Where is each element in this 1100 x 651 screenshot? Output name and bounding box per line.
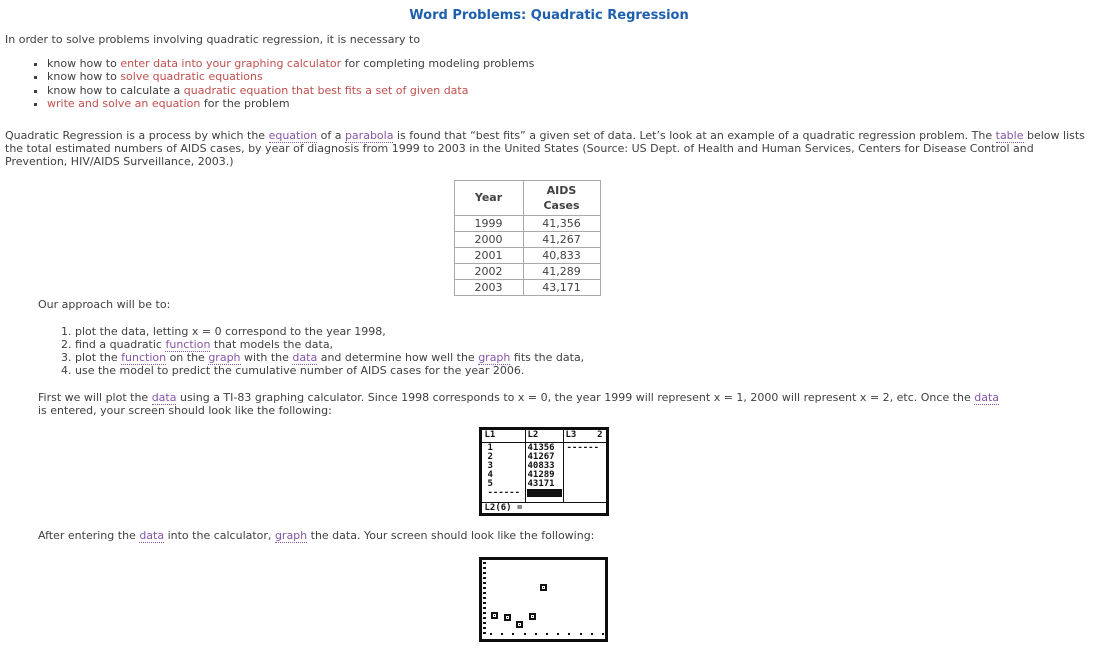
table-header-cell: AIDS Cases	[523, 180, 600, 215]
scroll-indicator: 2	[597, 430, 603, 441]
data-point-center	[494, 615, 495, 616]
y-axis-tick	[483, 632, 486, 634]
topic-link[interactable]: write and solve an equation	[47, 97, 201, 111]
overview-paragraph: Quadratic Regression is a process by which the equation of a parabola is found that “best fits” a given set of data. Let’s look at an example of a quadratic regression problem. The table below lists the total estimated numbers of AIDS cases, by year of diagnosis from 1999 to 2003 in the United States (Source: US Dept. of Health and Human Services, Centers for Disease Control and Prevention, HIV/AIDS Surveillance, 2003.)	[5, 128, 1085, 168]
ti83-scatter-plot-screenshot	[479, 557, 608, 642]
table-row	[454, 279, 600, 295]
x-axis-tick	[535, 633, 537, 635]
table-cell: 41,356	[523, 215, 600, 231]
table-row	[454, 215, 600, 231]
y-axis-tick	[483, 587, 486, 589]
l1-value: 2	[487, 452, 493, 463]
y-axis-tick	[483, 592, 486, 594]
data-point	[491, 612, 498, 619]
y-axis-tick	[483, 582, 486, 584]
y-axis-tick	[483, 597, 486, 599]
x-axis-tick	[557, 633, 559, 635]
table-cell: 2002	[454, 263, 523, 279]
l2-value: 43171	[527, 479, 555, 490]
glossary-link[interactable]: data	[292, 351, 318, 365]
goal-item: ▪ know how to solve quadratic equations	[47, 70, 1093, 83]
data-point	[516, 621, 523, 628]
table-cell: 2000	[454, 231, 523, 247]
topic-link[interactable]: solve quadratic equations	[120, 70, 263, 84]
table-header-row	[454, 180, 600, 215]
data-point	[540, 584, 547, 591]
glossary-link[interactable]: data	[139, 529, 165, 543]
goal-item: ▪ know how to calculate a quadratic equation that best fits a set of given data	[47, 84, 1093, 97]
l1-value: 1	[487, 443, 493, 454]
l1-value: 4	[487, 470, 493, 481]
table-cell: 41,267	[523, 231, 600, 247]
l2-value: 41267	[527, 452, 555, 463]
glossary-link[interactable]: parabola	[344, 128, 394, 142]
y-axis-tick	[483, 567, 486, 569]
data-point-center	[519, 624, 520, 625]
list-editor-screenshot-wrap	[16, 427, 1071, 516]
first-plot-paragraph: First we will plot the data using a TI-83 graphing calculator. Since 1998 corresponds to x = 0, the year 1999 will represent x = 1, 2000 will represent x = 2, etc. Once the data is entered, your screen should look like the following:	[38, 391, 1000, 418]
x-axis-tick	[501, 633, 503, 635]
glossary-link[interactable]: table	[995, 128, 1024, 142]
approach-steps-list	[38, 325, 1093, 378]
y-axis-tick	[483, 607, 486, 609]
page	[0, 8, 1100, 642]
y-axis-tick	[483, 577, 486, 579]
aids-table-wrap	[0, 180, 1071, 296]
data-point	[529, 613, 536, 620]
column-divider	[563, 430, 564, 502]
x-axis-tick	[568, 633, 570, 635]
data-point-center	[507, 617, 508, 618]
column-divider	[525, 430, 526, 502]
data-point-center	[543, 587, 544, 588]
y-axis-tick	[483, 562, 486, 564]
prerequisites-list	[5, 57, 1093, 111]
table-row	[454, 263, 600, 279]
y-axis-tick	[483, 572, 486, 574]
glossary-link[interactable]: graph	[478, 351, 511, 365]
table-cell: 40,833	[523, 247, 600, 263]
x-axis-tick	[512, 633, 514, 635]
status-line: L2(6) =	[484, 503, 523, 514]
table-cell: 2001	[454, 247, 523, 263]
l2-value: 41289	[527, 470, 555, 481]
y-axis-tick	[483, 612, 486, 614]
glossary-link[interactable]: data	[974, 391, 1000, 405]
topic-link[interactable]: quadratic equation that best fits a set of given data	[183, 83, 469, 97]
list-header-l1: L1	[484, 430, 496, 441]
l2-value: 41356	[527, 443, 555, 454]
l1-value: ------	[487, 488, 521, 499]
y-axis-tick	[483, 622, 486, 624]
glossary-link[interactable]: data	[151, 391, 177, 405]
after-enter-paragraph: After entering the data into the calculator, graph the data. Your screen should look like the following:	[38, 529, 595, 543]
y-axis-tick	[483, 617, 486, 619]
l2-value: 40833	[527, 461, 555, 472]
x-axis-tick	[524, 633, 526, 635]
table-header-cell: Year	[454, 180, 523, 215]
x-axis-tick	[490, 633, 492, 635]
approach-step: 3. plot the function on the graph with the data and determine how well the graph fits the data,	[75, 351, 1093, 364]
approach-step: 1. plot the data, letting x = 0 correspond to the year 1998,	[75, 325, 1093, 338]
approach-step: 2. find a quadratic function that models the data,	[75, 338, 1093, 351]
table-row	[454, 231, 600, 247]
list-header-l3: L3	[565, 430, 577, 441]
x-axis-tick	[591, 633, 593, 635]
glossary-link[interactable]: equation	[268, 128, 318, 142]
y-axis-tick	[483, 627, 486, 629]
page-title: Word Problems: Quadratic Regression	[409, 8, 689, 23]
y-axis-tick	[483, 602, 486, 604]
scatter-plot-screenshot-wrap	[16, 557, 1071, 642]
table-cell: 1999	[454, 215, 523, 231]
table-cell: 2003	[454, 279, 523, 295]
glossary-link[interactable]: graph	[274, 529, 308, 543]
x-axis-tick	[580, 633, 582, 635]
goal-item: ▪ write and solve an equation for the problem	[47, 97, 1093, 110]
table-row	[454, 247, 600, 263]
topic-link[interactable]: enter data into your graphing calculator	[120, 57, 342, 70]
glossary-link[interactable]: graph	[208, 351, 241, 365]
glossary-link[interactable]: function	[121, 351, 167, 365]
l1-value: 5	[487, 479, 493, 490]
data-point-center	[532, 616, 533, 617]
data-point	[504, 614, 511, 621]
x-axis-tick	[546, 633, 548, 635]
aids-cases-table	[454, 180, 601, 296]
l1-value: 3	[487, 461, 493, 472]
goal-item: ▪ know how to enter data into your graphing calculator for completing modeling problems	[47, 57, 1093, 70]
intro-text: In order to solve problems involving quadratic regression, it is necessary to	[5, 33, 421, 46]
edit-cursor	[527, 489, 562, 497]
x-axis-tick	[602, 633, 604, 635]
approach-step: 4. use the model to predict the cumulative number of AIDS cases for the year 2006.	[75, 364, 1093, 377]
table-cell: 41,289	[523, 263, 600, 279]
table-cell: 43,171	[523, 279, 600, 295]
list-header-l2: L2	[527, 430, 539, 441]
ti83-list-editor-screenshot	[479, 427, 609, 516]
l3-value: ------	[566, 443, 600, 454]
approach-section	[38, 298, 1093, 643]
glossary-link[interactable]: function	[165, 337, 211, 351]
approach-heading: Our approach will be to:	[38, 297, 171, 311]
